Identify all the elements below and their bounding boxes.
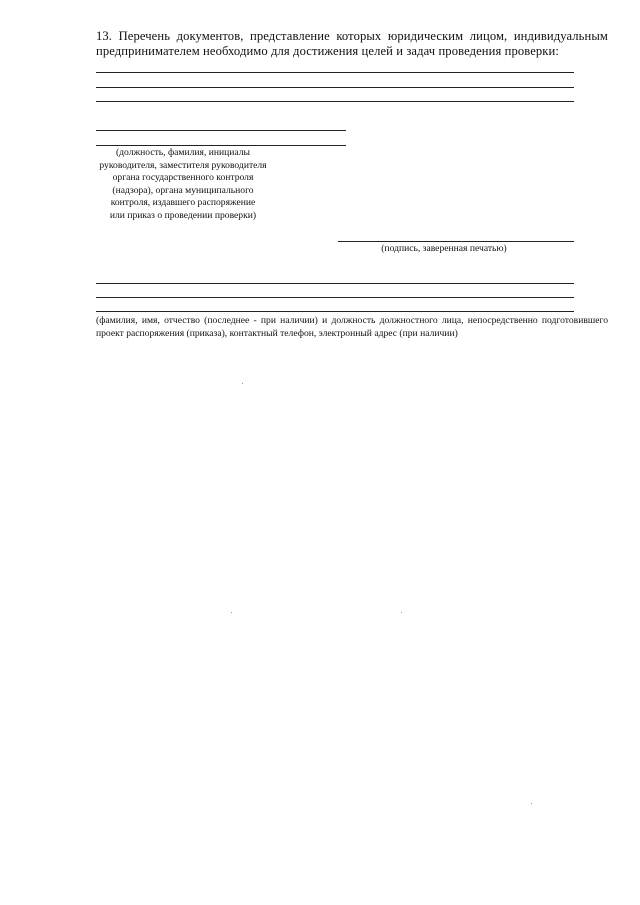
preparer-caption: (фамилия, имя, отчество (последнее - при наличии) и должность должностного лица, непосредственно подготовившего проект распоряжения (приказа), контактный телефон, электронный адрес (при наличии) <box>96 315 608 339</box>
scan-speck <box>531 803 532 804</box>
fill-line <box>96 101 574 102</box>
fill-line <box>96 283 574 284</box>
caption-line: (должность, фамилия, инициалы <box>115 147 250 158</box>
section-13-text: 13. Перечень документов, представление которых юридическим лицом, индивидуальным предпринимателем необходимо для достижения целей и задач проведения проверки: <box>96 29 608 58</box>
fill-line <box>96 311 574 312</box>
fill-line <box>96 297 574 298</box>
fill-line <box>96 87 574 88</box>
scan-speck <box>242 383 243 384</box>
fill-line <box>96 145 346 146</box>
caption-line: контроля, издавшего распоряжение <box>110 197 256 209</box>
signature-caption: (подпись, заверенная печатью) <box>381 243 507 254</box>
signature-line <box>338 241 574 242</box>
caption-line: руководителя, заместителя руководителя <box>99 159 267 171</box>
caption-line: или приказ о проведении проверки) <box>109 209 257 221</box>
caption-line: органа государственного контроля <box>112 172 254 184</box>
scan-speck <box>231 612 232 613</box>
fill-line <box>96 72 574 73</box>
fill-line <box>96 130 346 131</box>
scan-speck <box>401 612 402 613</box>
signatory-caption <box>88 147 278 223</box>
caption-line: (надзора), органа муниципального <box>112 184 254 196</box>
